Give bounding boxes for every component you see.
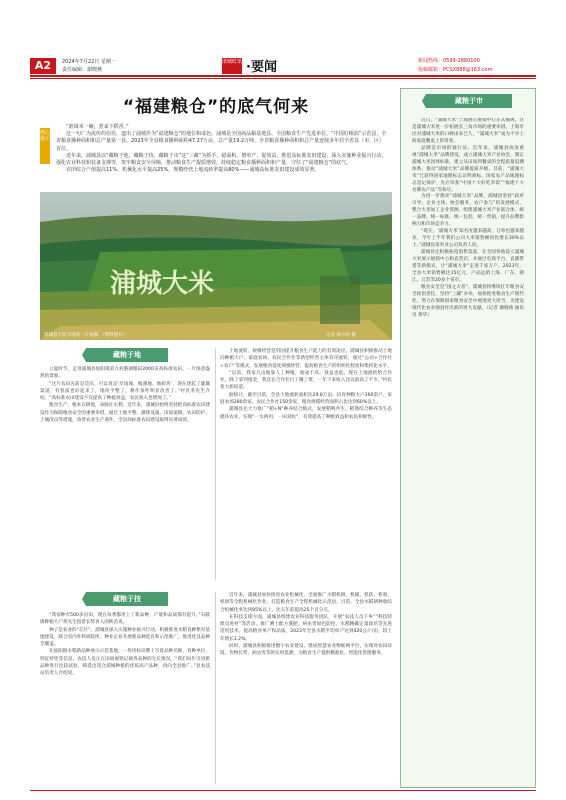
section-header-tech: 藏粮于技 (86, 592, 168, 606)
section-mark: 清城时讯 (222, 58, 242, 74)
article-paragraph: 土地流转、规模经营是巩固提升粮食生产能力的有效途径。浦城县积极推动土地向种粮大户、家庭农场、农民合作社等新型经营主体有序流转，通过“公司+合作社+农户”等模式，发展粮食适度规模经营，提高粮食生产的组织化程度和集约化水平。 (220, 349, 392, 369)
article-paragraph: 为进一步擦亮“浦城大米”品牌，浦城县坚持“政府引导、企业主体、协会服务、农户参与”的发展模式，整合大米加工企业资源，组建浦城大米产业联合体，统一品牌、统一标准、统一包装、统一营销，提升品牌影响力和市场竞争力。 (412, 194, 524, 228)
page-headline: “福建粮仓”的底气何来 (122, 97, 310, 117)
article-paragraph: “我家种有500多亩田，现在每季都用上了新品种，产量和品质都有提升。”石陂镇种粮大户黄先生指着长势喜人的秧苗说。 (40, 613, 210, 626)
core-tip-tag: 核心提示 (40, 128, 50, 164)
article-paragraph: 同时，浦城县积极推进数字农业建设，建成智慧农业物联网平台，实现对农田环境、作物长势、病虫害等的实时监测，为粮食生产提供精准化、智能化管理服务。 (220, 644, 392, 657)
article-paragraph: 据统计，截至目前，全县土地流转面积达29.8万亩，培育种粮大户360余户、家庭农场280余家、农民合作社150余家，粮食规模经营面积占比达到60%以上。 (220, 392, 392, 406)
article-paragraph: 立夏时节，走进浦城县仙阳镇第九村港湖粮田2000亩高标准农田，一片绿意盎然的景象。 (40, 367, 210, 380)
column-divider (215, 348, 216, 580)
responsible-editor: 责任编辑：谢晓燕 (62, 67, 103, 73)
article-column-land-left (40, 366, 210, 584)
footer-rule (30, 790, 536, 791)
article-paragraph: 粮食安全是“国之大者”。浦城县将继续扛牢粮食安全政治责任，坚持“三藏”并举，加快推进粮食生产现代化，努力在保障国家粮食安全中展现更大担当，为建设现代化农业强县作出新的更大贡献。（记者 谢晓燕 通讯员 黄华） (412, 284, 524, 318)
lead-paragraph: 这一句广为流传的俗语，道出了浦城作为“福建粮仓”的地位和成色。浦城是全国商品粮基地县、全国粮食生产先进单位、“中国好粮油”示范县，全省粮食播种面积和总产量第一县。2023年全县粮食播种面积47.27万亩，总产量19.2万吨，全省粮食播种面积和总产量连续多年居全省县（市、区）首位。 (56, 131, 387, 152)
section-name: ·要闻 (246, 60, 277, 75)
lead-paragraph: 近年来，浦城县以“藏粮于地、藏粮于技、藏粮于市”这“三藏”为抓手，稳面积、增单产、促效益，推进高标准农田建设，深入实施种业振兴行动，强化农业科技和装备支撑等，筑牢粮食安全屏障，推动粮食生产提质增效，持续稳定粮食播种面积和产量，守住了“福建粮仓”的底气。 (56, 152, 387, 167)
hero-credit: 记者 林小明 摄 (326, 333, 356, 338)
column-divider (215, 592, 216, 784)
news-hotline: 新闻热线：0599-2880100 (418, 58, 480, 64)
article-paragraph: 浦城县还积极拓宽销售渠道，在全国各地设立浦城大米展示展销中心和直营店，并通过电商平台、直播带货等新模式，让“浦城大米”走进千家万户。2023年，全县大米销售额达15亿元，产品远销上海、广东、浙江、江苏等20多个省市。 (412, 250, 524, 283)
masthead (0, 0, 566, 74)
lead-paragraph: “谁域米一碗，煮来下稻香。” (66, 124, 129, 130)
article-paragraph: “以前，我家几亩地靠人工种植，收成不高，效益也低。现在土地流转给合作社，除了拿到租金，我还在合作社打工赚工资，一年下来收入比以前高了不少。”村民张大姐说道。 (220, 370, 392, 391)
article-column-tech-right (220, 592, 392, 784)
article-paragraph: 在科技支撑方面，浦城县组建农业科技服务团队，开展“农技人员下乡”“科技特派员进村”等活动，推广测土配方施肥、病虫害绿色防控、水稻精确定量栽培等先进适用技术，提高粮食单产和品质。2023年全县水稻平均单产达到420公斤/亩，较上年增长3.2%。 (220, 614, 392, 642)
hero-photo (40, 192, 392, 340)
article-paragraph: 近年来，浦城县加快推进农业机械化，全面推广水稻机耕、机插、机防、机收、机烘等全程机械化作业，打造粮食生产全程机械化示范县。目前，全县水稻耕种收综合机械化率达到85%以上，比五年前提高25个百分点。 (220, 593, 392, 613)
aerial-field-illustration (40, 192, 392, 340)
article-paragraph: “这片农田先前是荒田，可以说是‘旱岗坡、瘦薄地、地碎块’，现在建起了灌溉渠道，有机质也好起来了，地块平整了，耕作条件明显改善了。”村民李先生介绍，“高标准农田建设不仅提高了种植效益，农民收入也增加了。” (40, 381, 210, 402)
article-paragraph: 在仙阳镇水稻新品种展示示范基地，一块块标识牌上写着品种名称、育种单位、特征特性等信息，农技人员正在田间观察记载各品种的生长情况。“我们每年引进新品种进行比较试验，筛选出适合浦城种植的优质高产品种，再向全县推广。”县农技站负责人介绍说。 (40, 649, 210, 677)
article-paragraph: 种子是农业的“芯片”。浦城县深入实施种业振兴行动，积极推进水稻良种繁育基地建设，联合省内外科研院所、种业企业开展新品种选育和示范推广，推进优良品种全覆盖。 (40, 627, 210, 648)
hero-caption: 浦城县丰收节现场一片欢腾。（资料图片） (44, 333, 128, 338)
submission-email: 投稿邮箱：PCSX888@163.com (418, 67, 493, 73)
article-column-market (412, 118, 524, 778)
article-paragraph: 浦城县还大力推广“稻+N”种养结合模式，发展稻鸭共生、稻渔综合种养等生态循环农业，实现“一水两用、一田双收”，有效提高了种粮效益和农民积极性。 (220, 407, 392, 420)
masthead-rule (30, 75, 536, 77)
article-paragraph: “现在，‘浦城大米’知名度越来越高，订单也越来越多，今年上半年我们公司大米销售额同比增长30%以上。”浦城县某米业公司负责人说。 (412, 229, 524, 249)
lead-paragraphs (56, 124, 388, 174)
publication-date: 2024年7月22日 星期一 (62, 59, 116, 65)
article-paragraph: 近日，“浦城大米”上海展示展销中心正式揭牌，这是浦城大米进一步拓展长三角市场的重要举措。上海市民对浦城大米的口碑由来已久，“浦城大米”成为不少上海家庭餐桌上的常客。 (412, 118, 524, 144)
article-column-land-right (220, 348, 392, 582)
page-number-badge: A2 (30, 58, 56, 74)
masthead-rule-thin (30, 78, 536, 79)
article-paragraph: 品牌是市场的通行证。近年来，浦城县高度重视“浦城大米”品牌建设，成立浦城大米产业协会，制定浦城大米团体标准，建立从田间到餐桌的全程质量追溯体系，推动“浦城大米”品牌提质升级。目前，“浦城大米”已获得国家地理标志证明商标、国家农产品地理标志登记保护，先后荣获“中国十大好吃米饭”“福建十大名牌农产品”等称号。 (412, 145, 524, 193)
field-slogan-text: 浦城大米 (110, 269, 215, 299)
lead-paragraph: 农田综合产值提高11%，机械化水平提高25%，规模经营土地流转率提高80%——浦城高标准农田建设成效显著。 (66, 167, 320, 174)
article-paragraph: 粮食生产，根本在耕地，命脉在水利。近年来，浦城县始终坚持把高标准农田建设作为保障粮食安全的重要举措，通过土地平整、灌排设施、田间道路、农田防护、土壤改良等措施，改善农业生产条件，全县高标准农田建设取得显著成效。 (40, 403, 210, 424)
section-header-land: 藏粮于地 (86, 348, 168, 362)
article-column-tech-left (40, 612, 210, 784)
section-header-market: 藏粮于市 (426, 94, 512, 108)
